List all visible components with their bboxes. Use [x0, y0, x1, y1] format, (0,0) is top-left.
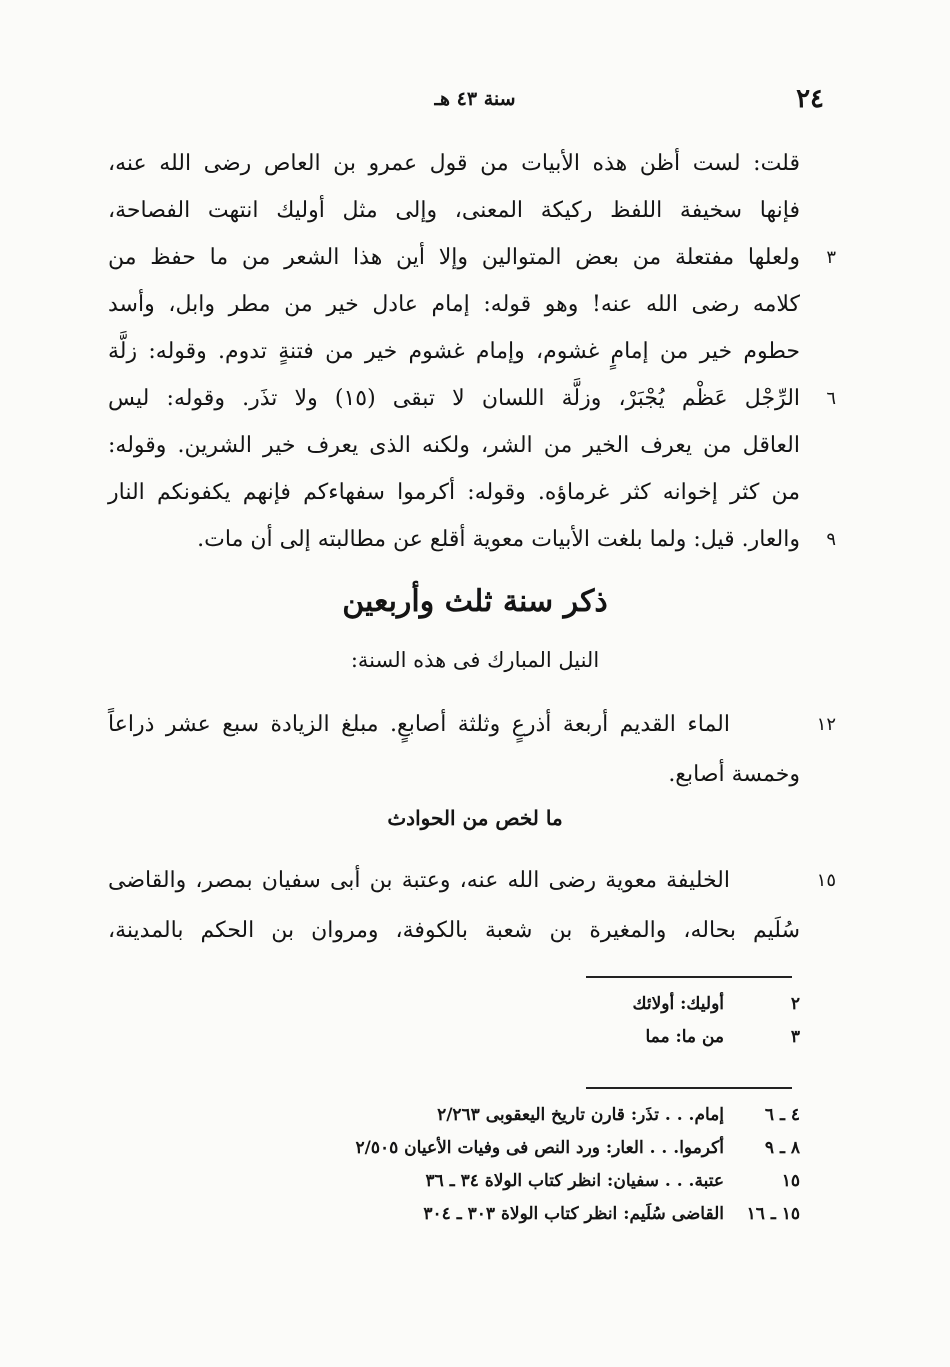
text-line [108, 281, 800, 328]
footnote [300, 1099, 800, 1132]
footnote [300, 1132, 800, 1165]
page-header [0, 84, 950, 118]
footnote-ref: ٣ [790, 1027, 800, 1047]
footnote-text: أوليك: أولائك [632, 994, 724, 1014]
text-line [108, 469, 800, 516]
footnote-ref: ١٥ ـ ١٦ [746, 1204, 800, 1224]
nile-intro: النيل المبارك فى هذه السنة: [350, 648, 600, 672]
line-text: ولعلها مفتعلة من بعض المتوالين وإلا أين هذا الشعر من ما حفظ من [108, 245, 800, 270]
variant-footnotes [300, 988, 800, 1054]
section-title: ذكر سنة ثلث وأربعين [342, 584, 608, 619]
line-number: ٣ [826, 247, 836, 268]
text-line [108, 328, 800, 375]
sub-heading: ما لخص من الحوادث [387, 806, 563, 830]
paragraph-1 [108, 140, 836, 563]
line-text: قلت: لست أظن هذه الأبيات من قول عمرو بن العاص رضى الله عنه، [108, 151, 800, 176]
text-line [108, 516, 836, 563]
line-text: والعار. قيل: ولما بلغت الأبيات معوية أقلع عن مطالبته إلى أن مات. [197, 527, 800, 552]
running-head: سنة ٤٣ هـ [434, 88, 516, 110]
text-line [108, 422, 800, 469]
text-line [108, 856, 836, 906]
line-text: وخمسة أصابع. [668, 762, 800, 787]
footnote [300, 1021, 800, 1054]
paragraph-2 [108, 700, 836, 800]
line-number: ١٥ [816, 870, 836, 891]
footnote-text: عتبة. . . سفيان: انظر كتاب الولاة ٣٤ ـ ٣٦ [425, 1171, 724, 1191]
page-number: ٢٤ [796, 84, 824, 114]
line-text: كلامه رضى الله عنه! وهو قوله: إمام عادل خير من مطر وابل، وأسد [108, 292, 800, 317]
line-text: سُلَيم بحاله، والمغيرة بن شعبة بالكوفة، ومروان بن الحكم بالمدينة، [108, 918, 800, 943]
paragraph-3 [108, 856, 836, 956]
text-line [108, 906, 800, 956]
line-text: من كثر إخوانه كثر غرماؤه. وقوله: أكرموا سفهاءكم فإنهم يكفونكم النار [108, 480, 800, 505]
line-number: ١٢ [816, 714, 836, 735]
footnote [300, 1198, 800, 1231]
footnote [300, 1165, 800, 1198]
footnote-divider [586, 1087, 792, 1089]
text-line [108, 234, 836, 281]
text-line [108, 375, 836, 422]
line-text: الرِّجْل عَظْم يُجْبَرْ، وزلَّة اللسان لا تبقى (١٥) ولا تذَر. وقوله: ليس [108, 386, 801, 411]
line-number: ٩ [826, 529, 836, 550]
footnote-divider [586, 976, 792, 978]
text-line [108, 750, 800, 800]
footnote-ref: ٢ [790, 994, 800, 1014]
footnote-ref: ٤ ـ ٦ [764, 1105, 800, 1125]
text-line [108, 187, 800, 234]
line-number: ٦ [826, 388, 836, 409]
footnote-text: القاضى سُلَيم: انظر كتاب الولاة ٣٠٣ ـ ٣٠٤ [423, 1204, 724, 1224]
source-footnotes [300, 1099, 800, 1231]
footnote-text: أكرموا. . . العار: ورد النص فى وفيات الأعيان ٢/٥٠٥ [355, 1138, 724, 1158]
footnote-text: إمام. . . تذَر: قارن تاريخ اليعقوبى ٢/٢٦٣ [437, 1105, 724, 1125]
footnote-ref: ٨ ـ ٩ [764, 1138, 800, 1158]
line-text: الماء القديم أربعة أذرعٍ وثلثة أصابعٍ. مبلغ الزيادة سبع عشر ذراعاً [108, 712, 730, 737]
text-line [108, 140, 800, 187]
line-text: فإنها سخيفة اللفظ ركيكة المعنى، وإلى مثل أوليك انتهت الفصاحة، [108, 198, 800, 223]
footnote-text: من ما: مما [645, 1027, 724, 1047]
line-text: حطوم خير من إمامٍ غشوم، وإمام غشوم خير من فتنةٍ تدوم. وقوله: زلَّة [108, 339, 800, 364]
footnote [300, 988, 800, 1021]
line-text: العاقل من يعرف الخير من الشر، ولكنه الذى يعرف خير الشرين. وقوله: [108, 433, 800, 458]
footnote-ref: ١٥ [781, 1171, 800, 1191]
line-text: الخليفة معوية رضى الله عنه، وعتبة بن أبى سفيان بمصر، والقاضى [108, 868, 730, 893]
text-line [108, 700, 836, 750]
